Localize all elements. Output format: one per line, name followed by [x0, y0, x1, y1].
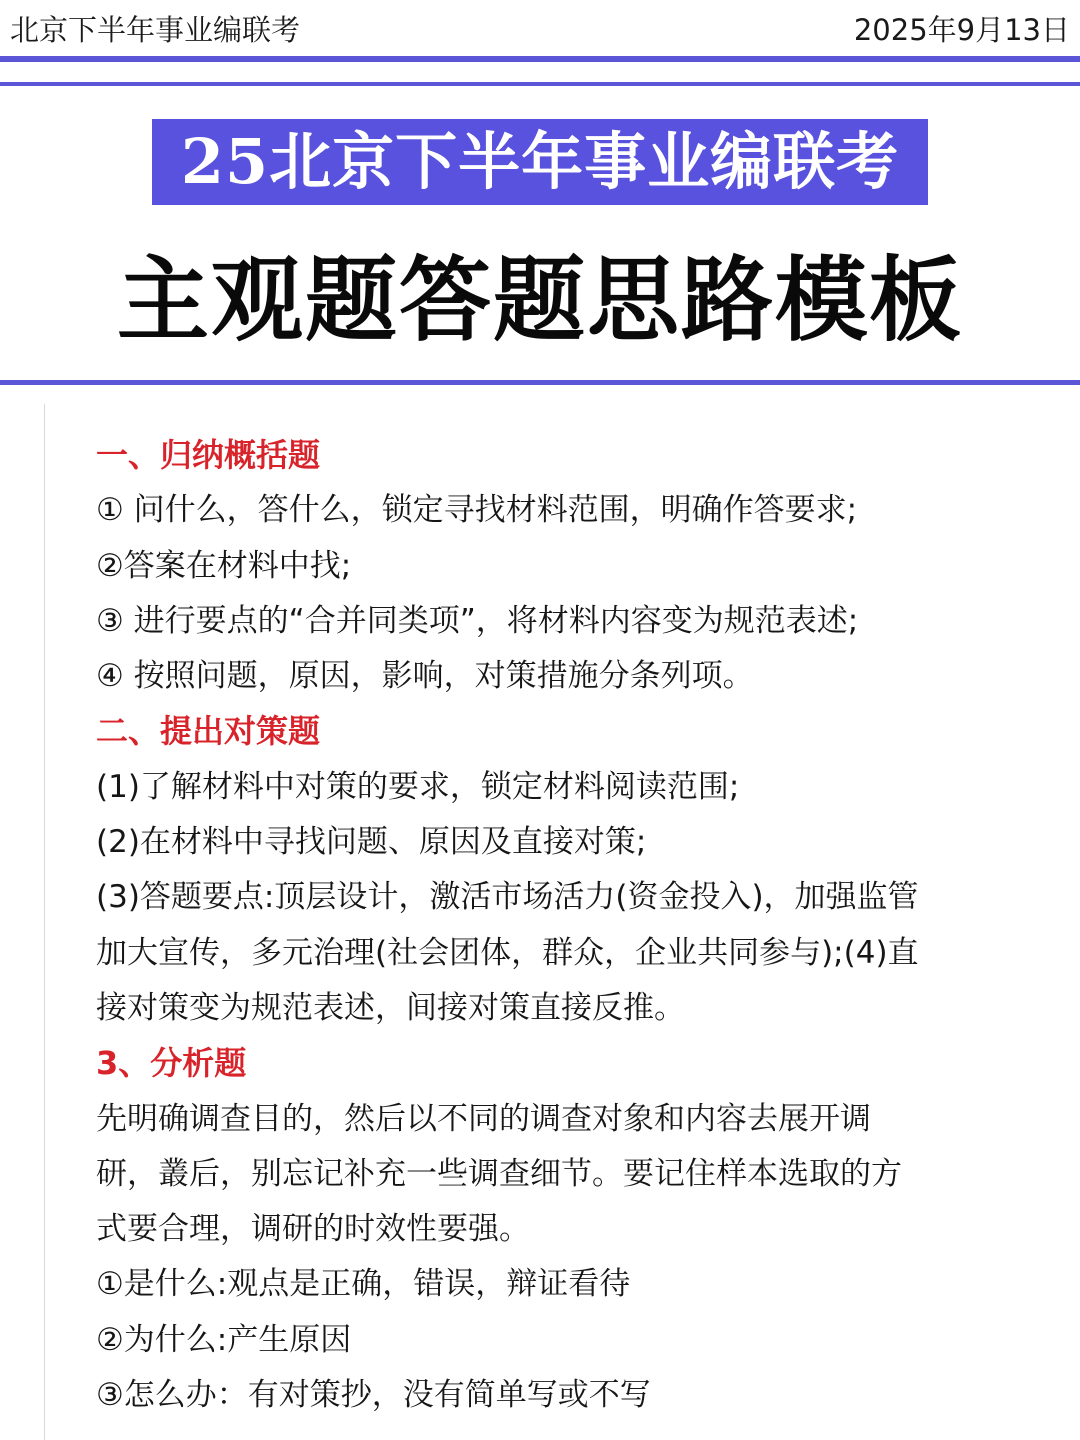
text-line: 先明确调查目的，然后以不同的调查对象和内容去展开调: [96, 1100, 871, 1137]
section-heading: 3、分析题: [96, 1044, 247, 1083]
text-line: ①是什么:观点是正确，错误，辩证看待: [96, 1266, 631, 1303]
header-left-text: 北京下半年事业编联考: [10, 13, 301, 47]
text-line: ②答案在材料中找;: [96, 547, 352, 584]
section-summary: [96, 428, 1026, 704]
top-divider-secondary: [0, 82, 1080, 86]
text-line: ④ 按照问题，原因，影响，对策措施分条列项。: [96, 658, 754, 695]
text-line: ③怎么办：有对策抄，没有简单写或不写: [96, 1377, 651, 1414]
text-line: 式要合理，调研的时效性要强。: [96, 1211, 530, 1248]
text-line: (1)了解材料中对策的要求，锁定材料阅读范围;: [96, 768, 740, 805]
text-line: 研，叢后，别忘记补充一些调查细节。要记住样本选取的方: [96, 1155, 902, 1192]
text-line: ②为什么:产生原因: [96, 1321, 352, 1358]
section-analysis: [96, 1036, 1026, 1423]
text-line: (3)答题要点:顶层设计，激活市场活力(资金投入)，加强监管: [96, 879, 919, 916]
section-countermeasure: [96, 704, 1026, 1036]
title-divider: [0, 380, 1080, 385]
text-line: ③ 进行要点的“合并同类项”，将材料内容变为规范表述;: [96, 602, 859, 639]
text-line: ① 问什么，答什么，锁定寻找材料范围，明确作答要求;: [96, 492, 858, 529]
text-line: (2)在材料中寻找问题、原因及直接对策;: [96, 824, 647, 861]
text-line: 接对策变为规范表述，间接对策直接反推。: [96, 989, 685, 1026]
margin-line: [44, 404, 45, 1440]
top-divider: [0, 56, 1080, 62]
top-bar: [0, 0, 1080, 58]
page-title: 主观题答题思路模板: [116, 246, 963, 354]
header-date: 2025年9月13日: [853, 13, 1070, 47]
content-body: [96, 428, 1026, 1423]
banner: 25北京下半年事业编联考: [152, 119, 928, 205]
text-line: 加大宣传，多元治理(社会团体，群众，企业共同参与);(4)直: [96, 934, 919, 971]
section-heading: 一、归纳概括题: [96, 436, 321, 474]
section-heading: 二、提出对策题: [96, 712, 321, 751]
